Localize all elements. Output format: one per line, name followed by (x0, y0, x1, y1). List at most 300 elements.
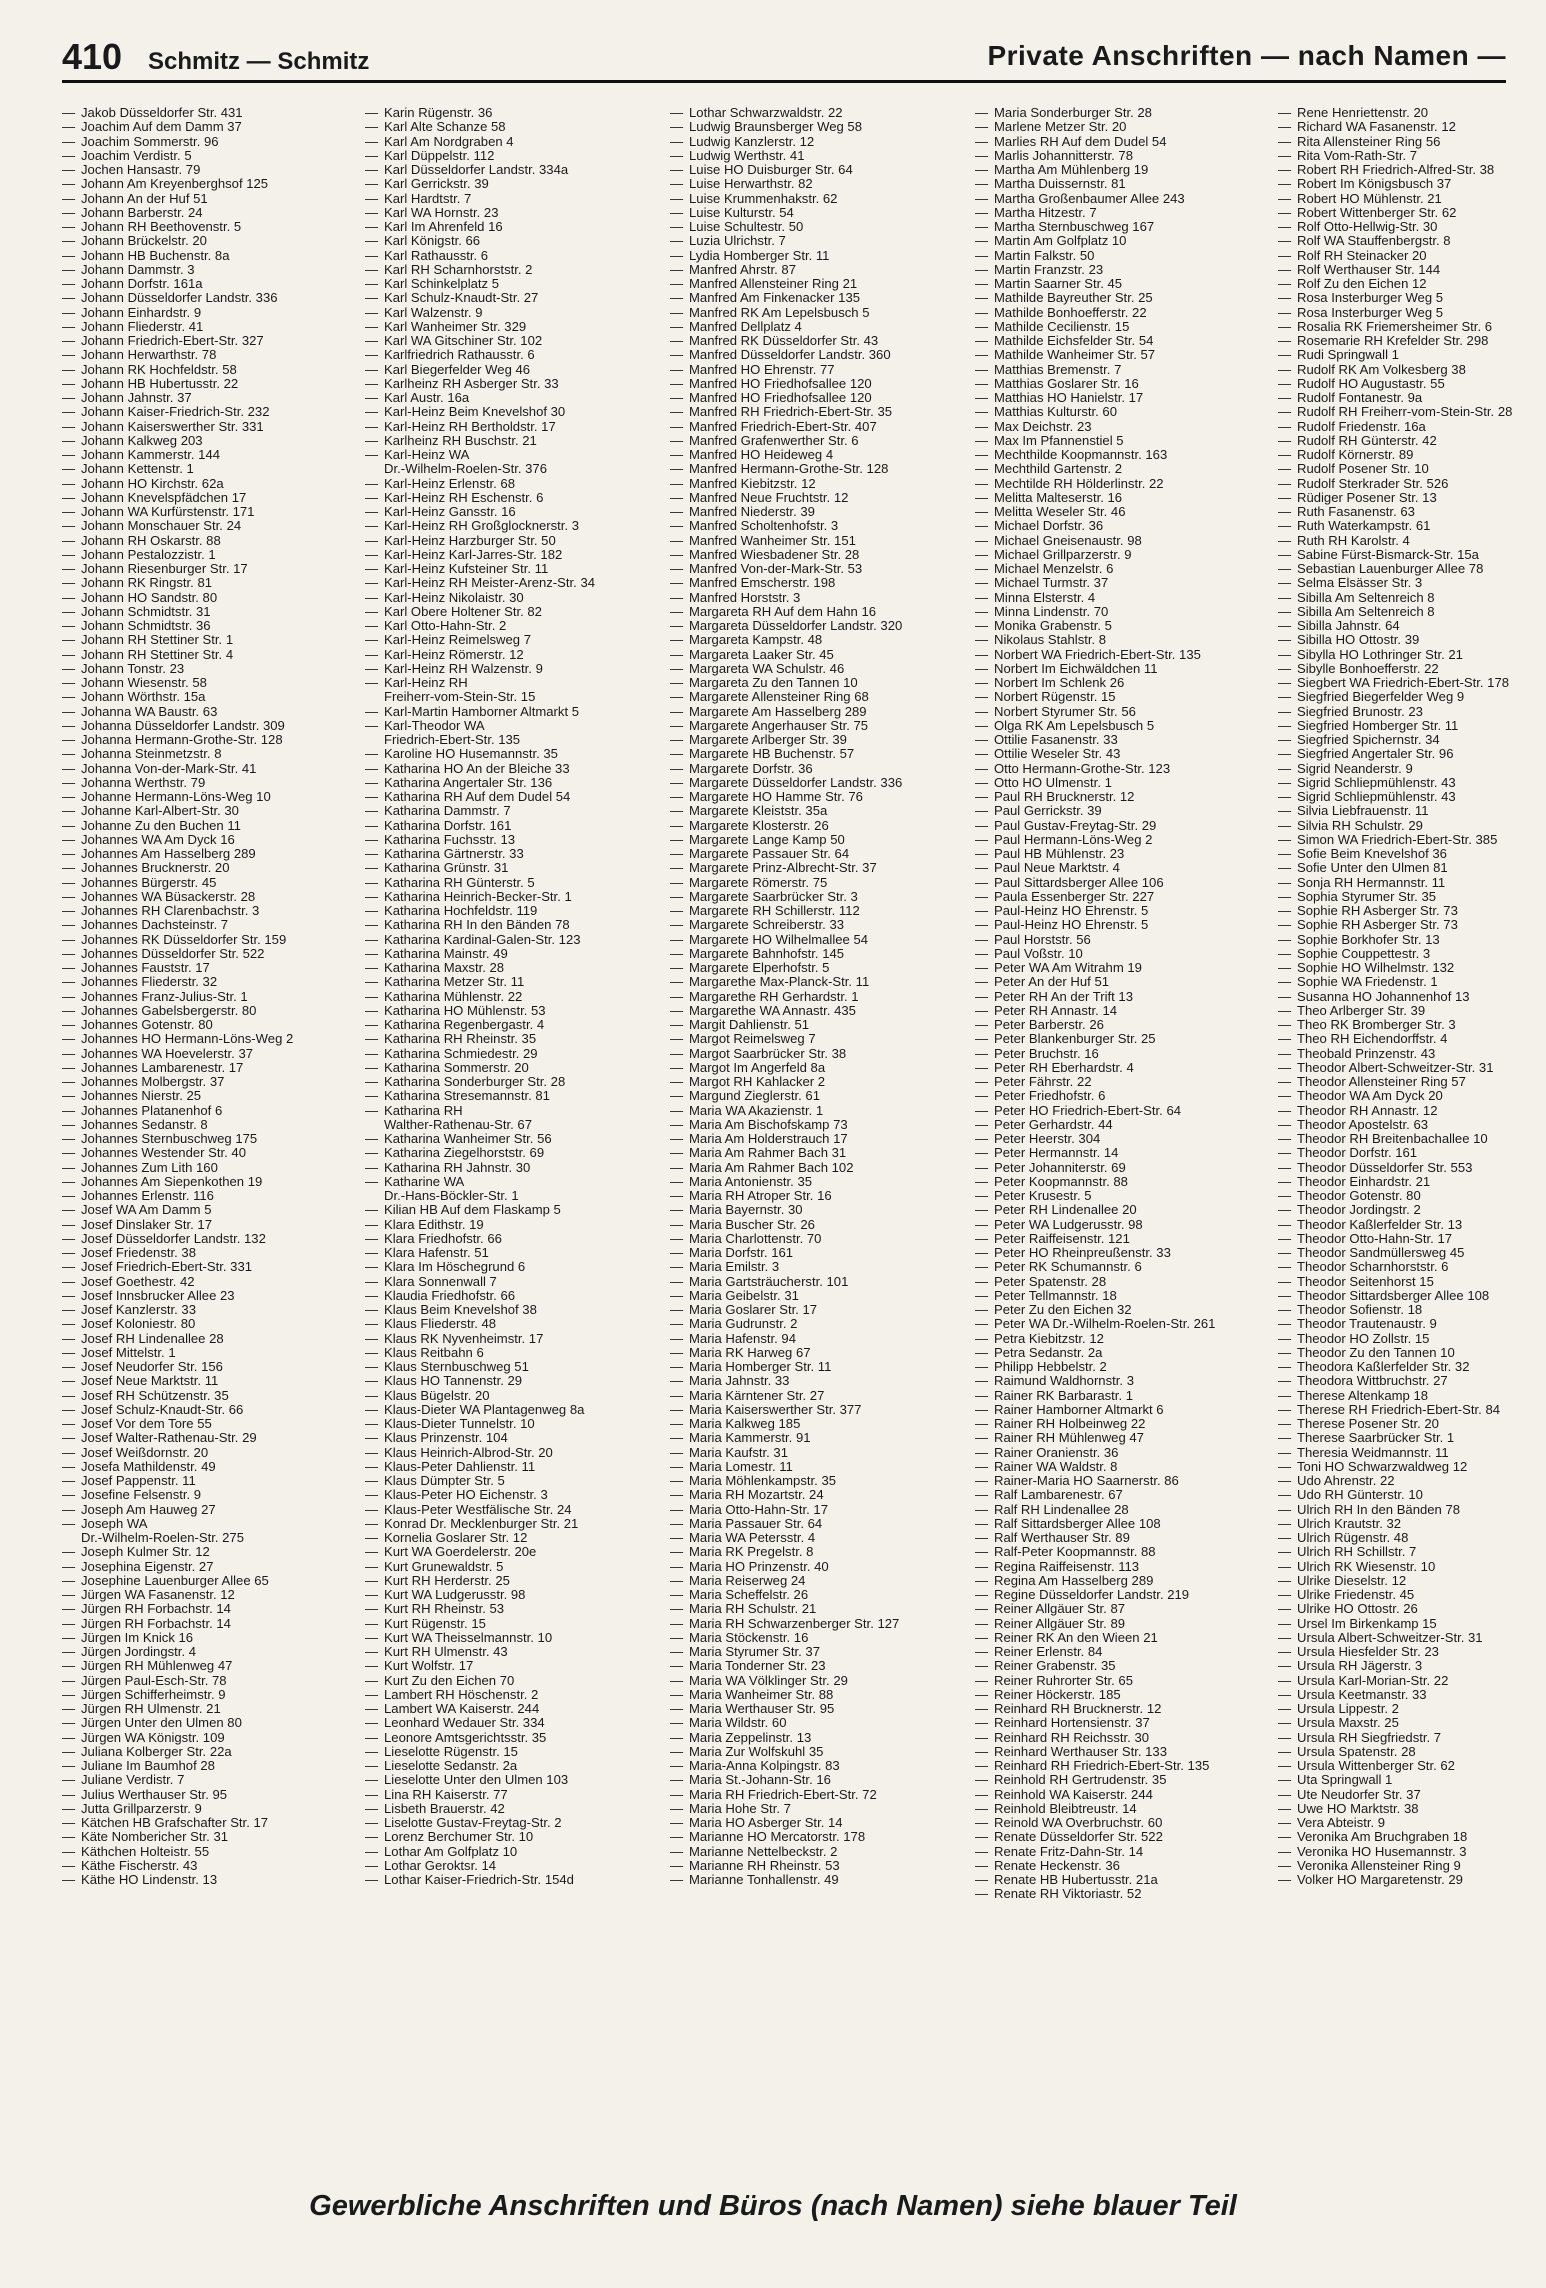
page-number: 410 (62, 36, 123, 77)
directory-entry: — Peter Blankenburger Str. 25 (975, 1032, 1269, 1046)
directory-entry: — Joachim Auf dem Damm 37 (62, 120, 356, 134)
directory-entry: — Maria Werthauser Str. 95 (670, 1702, 964, 1716)
directory-entry: — Johannes Westender Str. 40 (62, 1146, 356, 1160)
entry-continuation: Friedrich-Ebert-Str. 135 (384, 733, 521, 747)
directory-entry: — Karl-Heinz Nikolaistr. 30 (365, 591, 659, 605)
directory-entry: — Johannes Brucknerstr. 20 (62, 861, 356, 875)
directory-entry: — Paula Essenberger Str. 227 (975, 890, 1269, 904)
directory-entry: — Katharina Mainstr. 49 (365, 947, 659, 961)
directory-entry: — Peter Friedhofstr. 6 (975, 1089, 1269, 1103)
directory-entry: — Sophie HO Wilhelmstr. 132 (1278, 961, 1546, 975)
directory-entry: — Otto HO Ulmenstr. 1 (975, 776, 1269, 790)
directory-entry: — Jürgen WA Fasanenstr. 12 (62, 1588, 356, 1602)
directory-entry: — Peter Gerhardstr. 44 (975, 1118, 1269, 1132)
directory-entry: — Martha Hitzestr. 7 (975, 206, 1269, 220)
directory-entry: — Robert HO Mühlenstr. 21 (1278, 192, 1546, 206)
directory-entry: — Luise Krummenhakstr. 62 (670, 192, 964, 206)
directory-entry: — Reiner Erlenstr. 84 (975, 1645, 1269, 1659)
directory-entry: — Sibilla HO Ottostr. 39 (1278, 633, 1546, 647)
directory-entry: — Maria Kammerstr. 91 (670, 1431, 964, 1445)
directory-entry: — Ursula Keetmanstr. 33 (1278, 1688, 1546, 1702)
directory-entry: — Sofie Unter den Ulmen 81 (1278, 861, 1546, 875)
directory-entry: — Marianne Tonhallenstr. 49 (670, 1873, 964, 1887)
directory-entry: — Manfred Friedrich-Ebert-Str. 407 (670, 420, 964, 434)
directory-entry: — Martin Am Golfplatz 10 (975, 234, 1269, 248)
directory-entry: — Margarete RH Schillerstr. 112 (670, 904, 964, 918)
directory-entry: — Maria Zur Wolfskuhl 35 (670, 1745, 964, 1759)
directory-entry: — Johann Kammerstr. 144 (62, 448, 356, 462)
directory-entry: — Johannes Gabelsbergerstr. 80 (62, 1004, 356, 1018)
directory-entry: — Reinhold Bleibtreustr. 14 (975, 1802, 1269, 1816)
directory-entry: — Johann Fliederstr. 41 (62, 320, 356, 334)
directory-entry: — Ulrike HO Ottostr. 26 (1278, 1602, 1546, 1616)
directory-entry: — Margot Im Angerfeld 8a (670, 1061, 964, 1075)
directory-entry: — Siegfried Homberger Str. 11 (1278, 719, 1546, 733)
directory-entry: — Susanna HO Johannenhof 13 (1278, 990, 1546, 1004)
directory-entry: — Katharina RH Rheinstr. 35 (365, 1032, 659, 1046)
directory-entry: — Ursula Wittenberger Str. 62 (1278, 1759, 1546, 1773)
directory-entry: — Theo Arlberger Str. 39 (1278, 1004, 1546, 1018)
directory-entry: — Peter Heerstr. 304 (975, 1132, 1269, 1146)
directory-entry: — Norbert Im Schlenk 26 (975, 676, 1269, 690)
directory-entry: — Ursula Maxstr. 25 (1278, 1716, 1546, 1730)
directory-entry: — Klaus-Dieter WA Plantagenweg 8a (365, 1403, 659, 1417)
directory-entry: — Karl-Theodor WA (365, 719, 659, 733)
directory-entry: — Kurt Grunewaldstr. 5 (365, 1560, 659, 1574)
directory-entry: — Michael Grillparzerstr. 9 (975, 548, 1269, 562)
directory-entry: — Michael Dorfstr. 36 (975, 519, 1269, 533)
directory-entry: — Margarete Arlberger Str. 39 (670, 733, 964, 747)
directory-entry: — Marlis Johannitterstr. 78 (975, 149, 1269, 163)
directory-entry: — Manfred Neue Fruchtstr. 12 (670, 491, 964, 505)
directory-entry: — Reinhold RH Gertrudenstr. 35 (975, 1773, 1269, 1787)
directory-entry: — Johannes Lambarenestr. 17 (62, 1061, 356, 1075)
directory-entry: — Norbert Rügenstr. 15 (975, 690, 1269, 704)
directory-entry: — Katharina RH Auf dem Dudel 54 (365, 790, 659, 804)
directory-entry: — Johannes HO Hermann-Löns-Weg 2 (62, 1032, 356, 1046)
directory-entry: — Rudolf RK Am Volkesberg 38 (1278, 363, 1546, 377)
directory-entry: — Olga RK Am Lepelsbusch 5 (975, 719, 1269, 733)
directory-entry: — Johann Am Kreyenberghsof 125 (62, 177, 356, 191)
directory-entry: — Margareta WA Schulstr. 46 (670, 662, 964, 676)
directory-entry: — Reiner Ruhrorter Str. 65 (975, 1674, 1269, 1688)
directory-entry: — Jakob Düsseldorfer Str. 431 (62, 106, 356, 120)
directory-entry: — Karl Alte Schanze 58 (365, 120, 659, 134)
directory-entry: — Martha Duissernstr. 81 (975, 177, 1269, 191)
directory-entry: — Klara Friedhofstr. 66 (365, 1232, 659, 1246)
directory-entry: — Theodor RH Annastr. 12 (1278, 1104, 1546, 1118)
directory-entry: — Lambert WA Kaiserstr. 244 (365, 1702, 659, 1716)
directory-entry: — Sibilla Jahnstr. 64 (1278, 619, 1546, 633)
directory-entry: — Karl WA Hornstr. 23 (365, 206, 659, 220)
directory-entry: — Rainer WA Waldstr. 8 (975, 1460, 1269, 1474)
directory-entry: — Johannes Franz-Julius-Str. 1 (62, 990, 356, 1004)
directory-entry: — Paul Hermann-Löns-Weg 2 (975, 833, 1269, 847)
directory-entry: — Manfred HO Friedhofsallee 120 (670, 391, 964, 405)
directory-entry: — Theodor Apostelstr. 63 (1278, 1118, 1546, 1132)
directory-entry: — Margund Zieglerstr. 61 (670, 1089, 964, 1103)
directory-entry: — Margarete Passauer Str. 64 (670, 847, 964, 861)
directory-entry: — Maria Kaufstr. 31 (670, 1446, 964, 1460)
directory-column-4 (975, 106, 1269, 1902)
directory-entry: — Maria HO Asberger Str. 14 (670, 1816, 964, 1830)
directory-entry: — Ursel Im Birkenkamp 15 (1278, 1617, 1546, 1631)
directory-entry: — Johannes RH Clarenbachstr. 3 (62, 904, 356, 918)
directory-entry: — Therese Posener Str. 20 (1278, 1417, 1546, 1431)
directory-entry: — Johannes Sedanstr. 8 (62, 1118, 356, 1132)
directory-entry: — Ludwig Braunsberger Weg 58 (670, 120, 964, 134)
directory-entry: — Rainer RH Holbeinweg 22 (975, 1417, 1269, 1431)
directory-entry: — Ruth Waterkampstr. 61 (1278, 519, 1546, 533)
directory-entry: — Peter Fährstr. 22 (975, 1075, 1269, 1089)
directory-entry: — Theodor Trautenaustr. 9 (1278, 1317, 1546, 1331)
directory-entry: — Maria-Anna Kolpingstr. 83 (670, 1759, 964, 1773)
directory-entry: — Matthias HO Hanielstr. 17 (975, 391, 1269, 405)
directory-entry: — Johannes Erlenstr. 116 (62, 1189, 356, 1203)
directory-entry: — Norbert WA Friedrich-Ebert-Str. 135 (975, 648, 1269, 662)
directory-entry: — Margareta Kampstr. 48 (670, 633, 964, 647)
directory-entry: — Paul Horststr. 56 (975, 933, 1269, 947)
directory-entry: — Josef Friedrich-Ebert-Str. 331 (62, 1260, 356, 1274)
directory-entry: — Josef Pappenstr. 11 (62, 1474, 356, 1488)
directory-entry: — Lisbeth Brauerstr. 42 (365, 1802, 659, 1816)
directory-entry: — Manfred Düsseldorfer Landstr. 360 (670, 348, 964, 362)
directory-entry: — Katharina Fuchsstr. 13 (365, 833, 659, 847)
directory-entry: — Karl-Heinz Karl-Jarres-Str. 182 (365, 548, 659, 562)
directory-entry: — Margarete Am Hasselberg 289 (670, 705, 964, 719)
directory-entry: — Karl Rathausstr. 6 (365, 249, 659, 263)
directory-entry: — Peter Tellmannstr. 18 (975, 1289, 1269, 1303)
directory-entry: — Johann Kettenstr. 1 (62, 462, 356, 476)
directory-entry: — Karl Königstr. 66 (365, 234, 659, 248)
directory-entry: — Josef Schulz-Knaudt-Str. 66 (62, 1403, 356, 1417)
directory-entry: — Manfred Ahrstr. 87 (670, 263, 964, 277)
directory-entry: — Paul HB Mühlenstr. 23 (975, 847, 1269, 861)
directory-entry: — Manfred Scholtenhofstr. 3 (670, 519, 964, 533)
directory-entry: — Karl Düsseldorfer Landstr. 334a (365, 163, 659, 177)
directory-entry: — Maria Jahnstr. 33 (670, 1374, 964, 1388)
directory-entry: — Rüdiger Posener Str. 13 (1278, 491, 1546, 505)
directory-entry: — Philipp Hebbelstr. 2 (975, 1360, 1269, 1374)
directory-entry: — Karl Gerrickstr. 39 (365, 177, 659, 191)
directory-entry: — Maria RH Mozartstr. 24 (670, 1488, 964, 1502)
directory-entry: — Josef Walter-Rathenau-Str. 29 (62, 1431, 356, 1445)
directory-entry: — Johann Herwarthstr. 78 (62, 348, 356, 362)
directory-entry: — Lieselotte Sedanstr. 2a (365, 1759, 659, 1773)
directory-entry: — Reinhard Werthauser Str. 133 (975, 1745, 1269, 1759)
directory-entry: — Margareta RH Auf dem Hahn 16 (670, 605, 964, 619)
directory-entry: — Joseph Am Hauweg 27 (62, 1503, 356, 1517)
directory-entry: — Katharina HO An der Bleiche 33 (365, 762, 659, 776)
directory-entry: — Sophie WA Friedenstr. 1 (1278, 975, 1546, 989)
directory-entry: — Jürgen Unter den Ulmen 80 (62, 1716, 356, 1730)
directory-entry: — Johann Schmidtstr. 31 (62, 605, 356, 619)
directory-entry: — Josephina Eigenstr. 27 (62, 1560, 356, 1574)
directory-column-1 (62, 106, 356, 1887)
directory-entry: — Maria Kaiserswerther Str. 377 (670, 1403, 964, 1417)
entry-continuation: Freiherr-vom-Stein-Str. 15 (384, 690, 536, 705)
directory-entry: — Rolf Otto-Hellwig-Str. 30 (1278, 220, 1546, 234)
directory-entry: — Josef Innsbrucker Allee 23 (62, 1289, 356, 1303)
directory-entry: — Theodor Gotenstr. 80 (1278, 1189, 1546, 1203)
directory-entry: — Josef RH Schützenstr. 35 (62, 1389, 356, 1403)
directory-entry: — Jürgen RH Forbachstr. 14 (62, 1617, 356, 1631)
directory-entry: — Lieselotte Unter den Ulmen 103 (365, 1773, 659, 1787)
directory-entry: — Klaus-Dieter Tunnelstr. 10 (365, 1417, 659, 1431)
directory-entry: — Manfred HO Ehrenstr. 77 (670, 363, 964, 377)
directory-entry: — Maria Kärntener Str. 27 (670, 1389, 964, 1403)
directory-entry: — Siegfried Brunostr. 23 (1278, 705, 1546, 719)
directory-entry: — Ludwig Kanzlerstr. 12 (670, 135, 964, 149)
directory-entry: — Mathilde Cecilienstr. 15 (975, 320, 1269, 334)
directory-entry: — Reiner RK An den Wieen 21 (975, 1631, 1269, 1645)
directory-entry: — Marlene Metzer Str. 20 (975, 120, 1269, 134)
directory-entry: — Johanne Hermann-Löns-Weg 10 (62, 790, 356, 804)
directory-entry: — Rosemarie RH Krefelder Str. 298 (1278, 334, 1546, 348)
directory-entry: — Johannes Fauststr. 17 (62, 961, 356, 975)
directory-entry: — Maria Dorfstr. 161 (670, 1246, 964, 1260)
directory-entry: — Johannes RK Düsseldorfer Str. 159 (62, 933, 356, 947)
directory-entry: — Melitta Malteserstr. 16 (975, 491, 1269, 505)
directory-entry: — Paul RH Brucknerstr. 12 (975, 790, 1269, 804)
directory-entry: — Reinhold WA Kaiserstr. 244 (975, 1788, 1269, 1802)
directory-entry: — Johannes WA Hoevelerstr. 37 (62, 1047, 356, 1061)
directory-entry: — Vera Abteistr. 9 (1278, 1816, 1546, 1830)
directory-entry: — Martha Am Mühlenberg 19 (975, 163, 1269, 177)
directory-entry: — Karoline HO Husemannstr. 35 (365, 747, 659, 761)
directory-entry: — Lorenz Berchumer Str. 10 (365, 1830, 659, 1844)
directory-entry: — Theodor Sofienstr. 18 (1278, 1303, 1546, 1317)
directory-entry: — Reiner Höckerstr. 185 (975, 1688, 1269, 1702)
directory-entry: — Klara Hafenstr. 51 (365, 1246, 659, 1260)
directory-entry: — Johann Friedrich-Ebert-Str. 327 (62, 334, 356, 348)
directory-entry: — Minna Elsterstr. 4 (975, 591, 1269, 605)
directory-entry: — Peter RH An der Trift 13 (975, 990, 1269, 1004)
directory-entry: — Johanna Werthstr. 79 (62, 776, 356, 790)
directory-entry: — Katharina RH Günterstr. 5 (365, 876, 659, 890)
directory-entry: — Ottilie Fasanenstr. 33 (975, 733, 1269, 747)
directory-entry: — Ottilie Weseler Str. 43 (975, 747, 1269, 761)
directory-entry: — Sofie Beim Knevelshof 36 (1278, 847, 1546, 861)
directory-entry: — Klaus Heinrich-Albrod-Str. 20 (365, 1446, 659, 1460)
directory-entry: — Ulrike Dieselstr. 12 (1278, 1574, 1546, 1588)
directory-entry: — Kornelia Goslarer Str. 12 (365, 1531, 659, 1545)
directory-entry: — Regina Raiffeisenstr. 113 (975, 1560, 1269, 1574)
directory-entry: — Johanne Karl-Albert-Str. 30 (62, 804, 356, 818)
directory-entry: — Juliane Im Baumhof 28 (62, 1759, 356, 1773)
directory-entry: — Klaus Prinzenstr. 104 (365, 1431, 659, 1445)
directory-entry: — Robert Im Königsbusch 37 (1278, 177, 1546, 191)
directory-entry: — Josefa Mathildenstr. 49 (62, 1460, 356, 1474)
directory-entry: — Margarete Kleiststr. 35a (670, 804, 964, 818)
directory-entry: — Johann HB Buchenstr. 8a (62, 249, 356, 263)
directory-entry: — Katharina Gärtnerstr. 33 (365, 847, 659, 861)
directory-entry: — Karl-Heinz Harzburger Str. 50 (365, 534, 659, 548)
directory-entry: — Maria Möhlenkampstr. 35 (670, 1474, 964, 1488)
directory-entry: — Johann Monschauer Str. 24 (62, 519, 356, 533)
directory-entry: — Regine Düsseldorfer Landstr. 219 (975, 1588, 1269, 1602)
directory-entry: — Johannes Sternbuschweg 175 (62, 1132, 356, 1146)
directory-entry: — Josef Neudorfer Str. 156 (62, 1360, 356, 1374)
directory-entry: — Margareta Laaker Str. 45 (670, 648, 964, 662)
directory-entry: — Rudolf RH Günterstr. 42 (1278, 434, 1546, 448)
directory-entry: — Rudolf Posener Str. 10 (1278, 462, 1546, 476)
directory-entry: — Karl-Heinz RH Eschenstr. 6 (365, 491, 659, 505)
directory-entry: — Martin Saarner Str. 45 (975, 277, 1269, 291)
directory-entry: — Toni HO Schwarzwaldweg 12 (1278, 1460, 1546, 1474)
directory-entry: — Manfred Dellplatz 4 (670, 320, 964, 334)
directory-entry: — Jochen Hansastr. 79 (62, 163, 356, 177)
directory-entry: — Robert Wittenberger Str. 62 (1278, 206, 1546, 220)
directory-entry: — Mathilde Wanheimer Str. 57 (975, 348, 1269, 362)
directory-entry: — Josef Koloniestr. 80 (62, 1317, 356, 1331)
directory-entry: — Karl-Heinz RH (365, 676, 659, 690)
directory-entry: — Karl-Heinz RH Walzenstr. 9 (365, 662, 659, 676)
directory-entry: — Klaus Beim Knevelshof 38 (365, 1303, 659, 1317)
directory-entry: — Karl Hardtstr. 7 (365, 192, 659, 206)
directory-entry: — Karin Rügenstr. 36 (365, 106, 659, 120)
directory-entry: — Ralf Werthauser Str. 89 (975, 1531, 1269, 1545)
directory-entry: — Maria Tonderner Str. 23 (670, 1659, 964, 1673)
directory-entry: — Nikolaus Stahlstr. 8 (975, 633, 1269, 647)
directory-entry: — Klaus-Peter Westfälische Str. 24 (365, 1503, 659, 1517)
directory-entry: — Johannes Platanenhof 6 (62, 1104, 356, 1118)
directory-entry: — Reinhard RH Reichsstr. 30 (975, 1731, 1269, 1745)
directory-entry: — Minna Lindenstr. 70 (975, 605, 1269, 619)
directory-entry: — Regina Am Hasselberg 289 (975, 1574, 1269, 1588)
directory-entry: — Johann Wörthstr. 15a (62, 690, 356, 704)
directory-entry: — Margarete HO Hamme Str. 76 (670, 790, 964, 804)
directory-entry: — Karl-Heinz Erlenstr. 68 (365, 477, 659, 491)
directory-entry: — Sibylla HO Lothringer Str. 21 (1278, 648, 1546, 662)
directory-entry: — Katharine WA (365, 1175, 659, 1189)
directory-entry: — Klaus Fliederstr. 48 (365, 1317, 659, 1331)
directory-entry: — Udo RH Günterstr. 10 (1278, 1488, 1546, 1502)
directory-entry: — Maria Am Rahmer Bach 102 (670, 1161, 964, 1175)
directory-entry: — Maria Hafenstr. 94 (670, 1332, 964, 1346)
directory-entry: — Sigrid Schliepmühlenstr. 43 (1278, 790, 1546, 804)
directory-entry: — Margarete Römerstr. 75 (670, 876, 964, 890)
directory-entry: — Klaus HO Tannenstr. 29 (365, 1374, 659, 1388)
directory-entry: — Manfred HO Heideweg 4 (670, 448, 964, 462)
directory-entry: — Rolf Zu den Eichen 12 (1278, 277, 1546, 291)
directory-entry: — Silvia RH Schulstr. 29 (1278, 819, 1546, 833)
directory-entry: — Maria RK Harweg 67 (670, 1346, 964, 1360)
directory-entry: — Josef Mittelstr. 1 (62, 1346, 356, 1360)
directory-entry: — Karlheinz RH Asberger Str. 33 (365, 377, 659, 391)
directory-entry: — Martha Großenbaumer Allee 243 (975, 192, 1269, 206)
directory-entry: — Karl WA Gitschiner Str. 102 (365, 334, 659, 348)
directory-entry: — Lothar Am Golfplatz 10 (365, 1845, 659, 1859)
directory-entry: — Johann An der Huf 51 (62, 192, 356, 206)
directory-entry: — Maria Lomestr. 11 (670, 1460, 964, 1474)
directory-entry: — Rolf WA Stauffenbergstr. 8 (1278, 234, 1546, 248)
directory-entry: — Joachim Sommerstr. 96 (62, 135, 356, 149)
directory-entry: — Katharina Metzer Str. 11 (365, 975, 659, 989)
directory-entry: — Maria HO Prinzenstr. 40 (670, 1560, 964, 1574)
directory-entry: — Manfred Allensteiner Ring 21 (670, 277, 964, 291)
directory-entry: — Luise Schultestr. 50 (670, 220, 964, 234)
directory-entry: — Josef Friedenstr. 38 (62, 1246, 356, 1260)
directory-entry: — Rosa Insterburger Weg 5 (1278, 306, 1546, 320)
directory-entry: — Katharina Hochfeldstr. 119 (365, 904, 659, 918)
directory-entry: — Manfred Am Finkenacker 135 (670, 291, 964, 305)
directory-entry: — Ulrich Rügenstr. 48 (1278, 1531, 1546, 1545)
directory-entry: — Karl-Heinz Römerstr. 12 (365, 648, 659, 662)
directory-entry: — Josef Weißdornstr. 20 (62, 1446, 356, 1460)
directory-entry: — Maria Kalkweg 185 (670, 1417, 964, 1431)
directory-entry: — Klara Im Höschegrund 6 (365, 1260, 659, 1274)
directory-entry: — Karl Biegerfelder Weg 46 (365, 363, 659, 377)
directory-entry: — Peter Raiffeisenstr. 121 (975, 1232, 1269, 1246)
directory-entry: — Ursula Lippestr. 2 (1278, 1702, 1546, 1716)
directory-entry: — Max Im Pfannenstiel 5 (975, 434, 1269, 448)
directory-entry: — Ursula Albert-Schweitzer-Str. 31 (1278, 1631, 1546, 1645)
directory-entry: — Peter RH Lindenallee 20 (975, 1203, 1269, 1217)
directory-entry: — Josef Goethestr. 42 (62, 1275, 356, 1289)
directory-entry: — Karl Schinkelplatz 5 (365, 277, 659, 291)
directory-column-2 (365, 106, 659, 1887)
directory-entry: — Marlies RH Auf dem Dudel 54 (975, 135, 1269, 149)
directory-entry: — Manfred HO Friedhofsallee 120 (670, 377, 964, 391)
directory-entry: — Johann Dorfstr. 161a (62, 277, 356, 291)
directory-entry: — Sigrid Schliepmühlenstr. 43 (1278, 776, 1546, 790)
directory-entry: — Theodor Kaßlerfelder Str. 13 (1278, 1218, 1546, 1232)
directory-entry: — Johann RH Oskarstr. 88 (62, 534, 356, 548)
directory-entry: — Rosalia RK Friemersheimer Str. 6 (1278, 320, 1546, 334)
directory-entry: — Peter HO Friedrich-Ebert-Str. 64 (975, 1104, 1269, 1118)
directory-entry: — Ursula RH Jägerstr. 3 (1278, 1659, 1546, 1673)
directory-entry: — Johann Tonstr. 23 (62, 662, 356, 676)
directory-entry: — Siegbert WA Friedrich-Ebert-Str. 178 (1278, 676, 1546, 690)
directory-entry: — Maria RH Friedrich-Ebert-Str. 72 (670, 1788, 964, 1802)
directory-entry: — Manfred RK Am Lepelsbusch 5 (670, 306, 964, 320)
directory-entry: — Reinhard Hortensienstr. 37 (975, 1716, 1269, 1730)
directory-entry: — Joseph WA (62, 1517, 356, 1531)
directory-entry: — Peter An der Huf 51 (975, 975, 1269, 989)
directory-entry: — Kurt WA Theisselmannstr. 10 (365, 1631, 659, 1645)
directory-entry: — Margarete Allensteiner Ring 68 (670, 690, 964, 704)
directory-entry: — Jürgen WA Königstr. 109 (62, 1731, 356, 1745)
directory-entry: — Kurt WA Ludgerusstr. 98 (365, 1588, 659, 1602)
directory-entry: — Klara Sonnenwall 7 (365, 1275, 659, 1289)
directory-entry: — Rainer-Maria HO Saarnerstr. 86 (975, 1474, 1269, 1488)
directory-entry: — Johann Dammstr. 3 (62, 263, 356, 277)
directory-column-5 (1278, 106, 1546, 1887)
directory-entry: — Theodor Jordingstr. 2 (1278, 1203, 1546, 1217)
directory-entry: — Johann RK Hochfeldstr. 58 (62, 363, 356, 377)
directory-entry: — Silvia Liebfrauenstr. 11 (1278, 804, 1546, 818)
directory-entry: — Karl-Heinz RH Großglocknerstr. 3 (365, 519, 659, 533)
directory-entry: — Rene Henriettenstr. 20 (1278, 106, 1546, 120)
directory-entry: — Johannes Dachsteinstr. 7 (62, 918, 356, 932)
directory-entry: — Udo Ahrenstr. 22 (1278, 1474, 1546, 1488)
directory-entry: — Maria Antonienstr. 35 (670, 1175, 964, 1189)
directory-entry: — Kurt Wolfstr. 17 (365, 1659, 659, 1673)
directory-entry: — Johann Düsseldorfer Landstr. 336 (62, 291, 356, 305)
directory-entry: — Jürgen RH Ulmenstr. 21 (62, 1702, 356, 1716)
directory-entry: — Michael Menzelstr. 6 (975, 562, 1269, 576)
directory-entry: — Sophie Couppettestr. 3 (1278, 947, 1546, 961)
directory-entry: — Ruth RH Karolstr. 4 (1278, 534, 1546, 548)
directory-entry: — Klaus Reitbahn 6 (365, 1346, 659, 1360)
directory-entry: — Theodor Otto-Hahn-Str. 17 (1278, 1232, 1546, 1246)
directory-entry: — Katharina RH (365, 1104, 659, 1118)
directory-entry: — Johann Riesenburger Str. 17 (62, 562, 356, 576)
directory-entry: — Max Deichstr. 23 (975, 420, 1269, 434)
directory-entry: — Rudolf Sterkrader Str. 526 (1278, 477, 1546, 491)
directory-entry: — Karl-Heinz Reimelsweg 7 (365, 633, 659, 647)
